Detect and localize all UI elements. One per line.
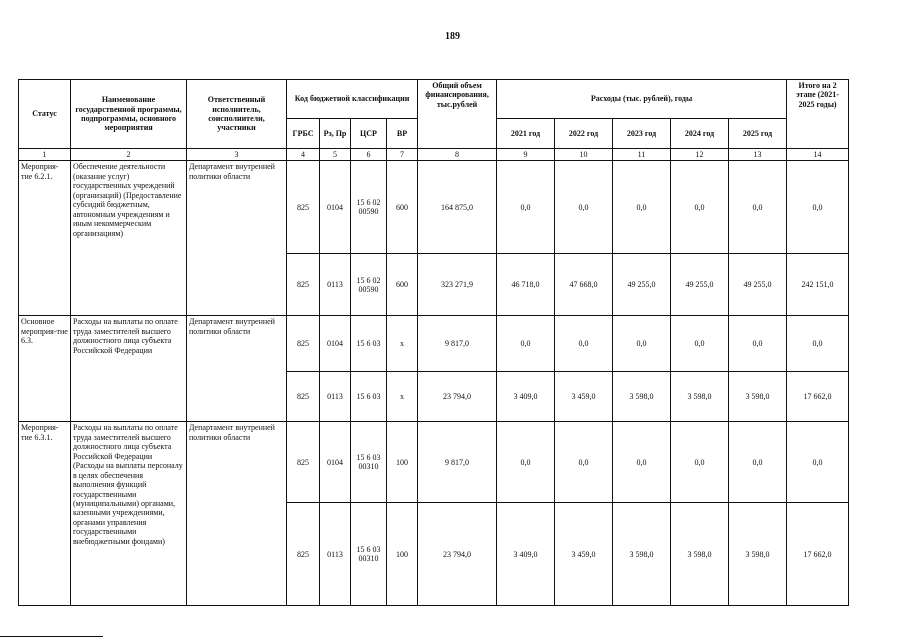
cell-2025: 0,0 (729, 422, 787, 503)
cell-2025: 3 598,0 (729, 503, 787, 606)
cell-grbs: 825 (287, 161, 320, 254)
header-expenses: Расходы (тыс. рублей), годы (497, 80, 787, 119)
cell-total: 9 817,0 (418, 316, 497, 372)
row-name: Обеспечение деятельности (оказание услуг) государственных учреждений (организаций) (Предоставление субсидий бюджетным, автономным учреждениям и иным некоммерческим организациям) (71, 161, 187, 316)
cell-rz-pr: 0104 (320, 316, 351, 372)
cell-2021: 0,0 (497, 316, 555, 372)
cell-grbs: 825 (287, 503, 320, 606)
row-executor: Департамент внутренней политики области (187, 161, 287, 316)
header-2021: 2021 год (497, 119, 555, 149)
cell-2022: 0,0 (555, 422, 613, 503)
column-number: 9 (497, 149, 555, 161)
header-status: Статус (19, 80, 71, 149)
cell-2022: 3 459,0 (555, 372, 613, 422)
cell-2021: 3 409,0 (497, 372, 555, 422)
column-number: 12 (671, 149, 729, 161)
cell-vr: 600 (387, 254, 418, 316)
column-number: 5 (320, 149, 351, 161)
cell-csr: 15 6 03 (351, 316, 387, 372)
header-csr: ЦСР (351, 119, 387, 149)
footer-rule (0, 636, 103, 637)
table-row (19, 422, 849, 503)
cell-total: 23 794,0 (418, 503, 497, 606)
cell-2023: 3 598,0 (613, 372, 671, 422)
cell-2025: 0,0 (729, 161, 787, 254)
header-rz-pr: Рз, Пр (320, 119, 351, 149)
header-grbs: ГРБС (287, 119, 320, 149)
cell-grbs: 825 (287, 316, 320, 372)
header-name: Наименование государственной программы, подпрограммы, основного мероприятия (71, 80, 187, 149)
cell-2021: 3 409,0 (497, 503, 555, 606)
cell-rz-pr: 0113 (320, 372, 351, 422)
cell-total: 164 875,0 (418, 161, 497, 254)
cell-2024: 0,0 (671, 316, 729, 372)
cell-csr: 15 6 03 00310 (351, 422, 387, 503)
cell-csr: 15 6 03 00310 (351, 503, 387, 606)
cell-2024: 3 598,0 (671, 372, 729, 422)
cell-2022: 47 668,0 (555, 254, 613, 316)
header-2025: 2025 год (729, 119, 787, 149)
cell-2024: 3 598,0 (671, 503, 729, 606)
cell-stage-total: 242 151,0 (787, 254, 849, 316)
cell-rz-pr: 0113 (320, 503, 351, 606)
column-number: 6 (351, 149, 387, 161)
column-number: 13 (729, 149, 787, 161)
cell-stage-total: 17 662,0 (787, 503, 849, 606)
column-number: 7 (387, 149, 418, 161)
column-number: 11 (613, 149, 671, 161)
cell-2023: 49 255,0 (613, 254, 671, 316)
cell-2023: 0,0 (613, 161, 671, 254)
cell-2021: 0,0 (497, 422, 555, 503)
cell-2024: 0,0 (671, 422, 729, 503)
cell-vr: 100 (387, 503, 418, 606)
cell-2023: 3 598,0 (613, 503, 671, 606)
header-vr: ВР (387, 119, 418, 149)
cell-grbs: 825 (287, 422, 320, 503)
cell-2022: 0,0 (555, 316, 613, 372)
cell-total: 9 817,0 (418, 422, 497, 503)
header-budget-code: Код бюджетной классификации (287, 80, 418, 119)
header-executor: Ответственный исполнитель, соисполнители, участники (187, 80, 287, 149)
column-number: 4 (287, 149, 320, 161)
cell-csr: 15 6 02 00590 (351, 161, 387, 254)
cell-vr: х (387, 372, 418, 422)
column-number-row (19, 149, 849, 161)
column-number: 14 (787, 149, 849, 161)
column-number: 10 (555, 149, 613, 161)
table-row (19, 316, 849, 372)
cell-2023: 0,0 (613, 316, 671, 372)
row-status: Мероприя-тие 6.2.1. (19, 161, 71, 316)
column-number: 1 (19, 149, 71, 161)
cell-csr: 15 6 03 (351, 372, 387, 422)
cell-stage-total: 0,0 (787, 422, 849, 503)
header-stage-total: Итого на 2 этапе (2021-2025 годы) (787, 80, 849, 149)
header-2024: 2024 год (671, 119, 729, 149)
cell-2023: 0,0 (613, 422, 671, 503)
cell-2025: 0,0 (729, 316, 787, 372)
cell-stage-total: 0,0 (787, 161, 849, 254)
cell-2022: 0,0 (555, 161, 613, 254)
cell-stage-total: 0,0 (787, 316, 849, 372)
row-status: Основное мероприя-тие 6.3. (19, 316, 71, 422)
cell-vr: 100 (387, 422, 418, 503)
cell-grbs: 825 (287, 372, 320, 422)
cell-vr: 600 (387, 161, 418, 254)
header-total-volume: Общий объем финансирования, тыс.рублей (418, 80, 497, 149)
column-number: 2 (71, 149, 187, 161)
row-name: Расходы на выплаты по оплате труда заместителей высшего должностного лица субъекта Российской Федерации (Расходы на выплаты персоналу в целях обеспечения выполнения функций государственными (муниципальными) органами, казенными учреждениями, органами управления государственными внебюджетными фондами) (71, 422, 187, 606)
cell-2025: 3 598,0 (729, 372, 787, 422)
budget-table (18, 79, 849, 606)
table-row (19, 161, 849, 254)
cell-2022: 3 459,0 (555, 503, 613, 606)
cell-vr: х (387, 316, 418, 372)
cell-2024: 0,0 (671, 161, 729, 254)
cell-2025: 49 255,0 (729, 254, 787, 316)
row-executor: Департамент внутренней политики области (187, 422, 287, 606)
cell-2021: 0,0 (497, 161, 555, 254)
cell-2021: 46 718,0 (497, 254, 555, 316)
cell-rz-pr: 0104 (320, 161, 351, 254)
page-number: 189 (445, 31, 460, 42)
column-number: 3 (187, 149, 287, 161)
header-2022: 2022 год (555, 119, 613, 149)
cell-total: 23 794,0 (418, 372, 497, 422)
column-number: 8 (418, 149, 497, 161)
row-name: Расходы на выплаты по оплате труда заместителей высшего должностного лица субъекта Российской Федерации (71, 316, 187, 422)
cell-rz-pr: 0104 (320, 422, 351, 503)
cell-total: 323 271,9 (418, 254, 497, 316)
cell-stage-total: 17 662,0 (787, 372, 849, 422)
header-2023: 2023 год (613, 119, 671, 149)
cell-rz-pr: 0113 (320, 254, 351, 316)
cell-csr: 15 6 02 00590 (351, 254, 387, 316)
row-executor: Департамент внутренней политики области (187, 316, 287, 422)
cell-grbs: 825 (287, 254, 320, 316)
cell-2024: 49 255,0 (671, 254, 729, 316)
row-status: Мероприя-тие 6.3.1. (19, 422, 71, 606)
